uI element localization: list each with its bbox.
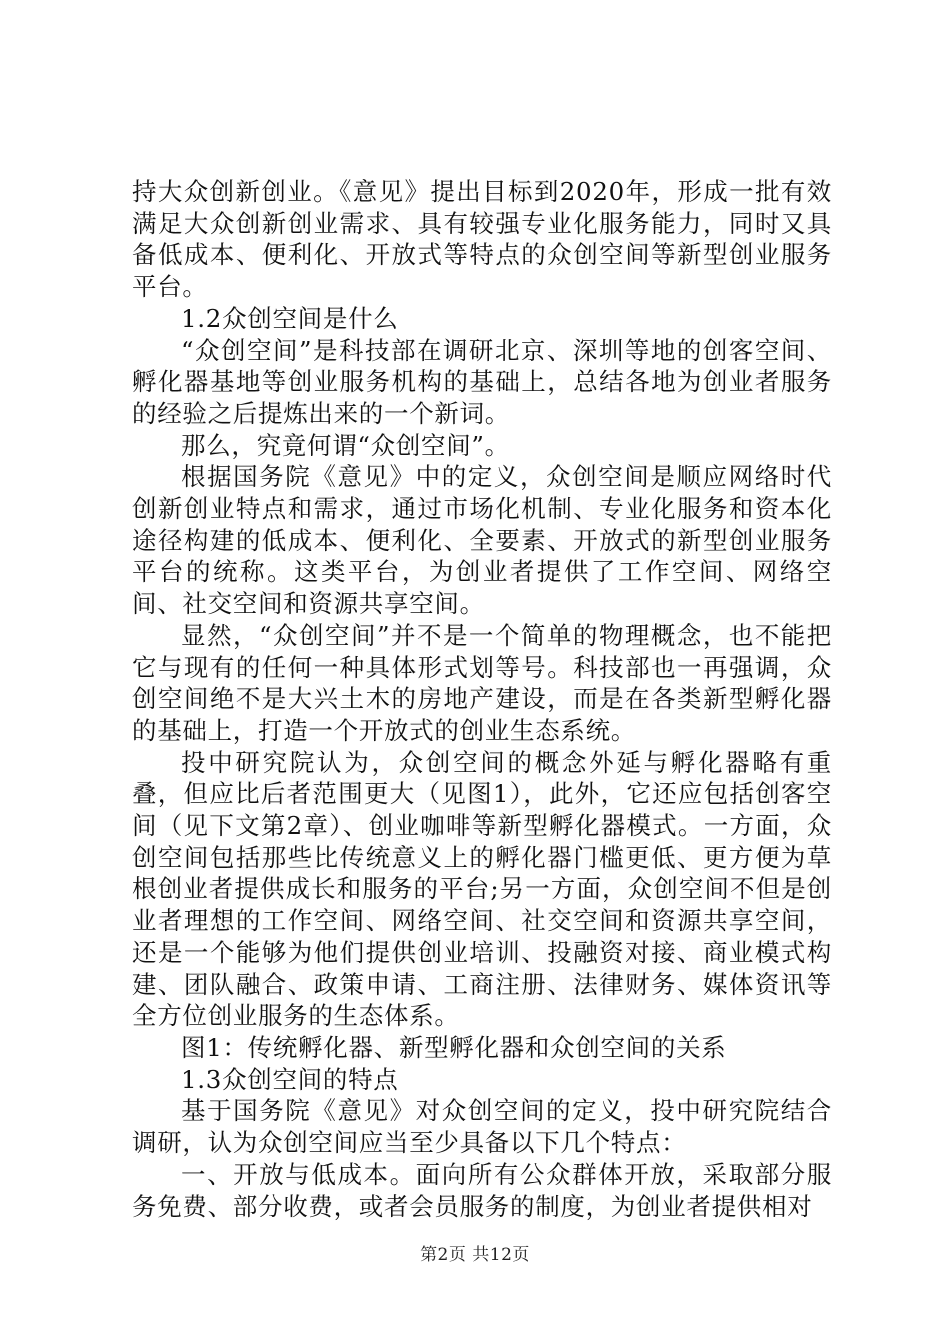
paragraph-question: 那么，究竟何谓“众创空间”。 (181, 430, 510, 460)
paragraph-definition-origin: “众创空间”是科技部在调研北京、深圳等地的创客空间、孵化器基地等创业服务机构的基础上，总结各地为创业者服务的经验之后提炼出来的一个新词。 (132, 335, 832, 428)
section-heading-1-3: 1.3众创空间的特点 (181, 1064, 399, 1094)
paragraph-continuation: 持大众创新创业。《意见》提出目标到2020年，形成一批有效满足大众创新创业需求、具有较强专业化服务能力，同时又具备低成本、便利化、开放式等特点的众创空间等新型创业服务平台。 (132, 177, 832, 302)
document-body (132, 176, 832, 1222)
paragraph-features-intro: 基于国务院《意见》对众创空间的定义，投中研究院结合调研，认为众创空间应当至少具备以下几个特点： (132, 1096, 832, 1158)
paragraph-feature-one: 一、开放与低成本。面向所有公众群体开放，采取部分服务免费、部分收费，或者会员服务的制度，为创业者提供相对 (132, 1159, 832, 1221)
paragraph-not-physical-concept: 显然，“众创空间”并不是一个简单的物理概念，也不能把它与现有的任何一种具体形式划等号。科技部也一再强调，众创空间绝不是大兴土木的房地产建设，而是在各类新型孵化器的基础上，打造一个开放式的创业生态系统。 (132, 620, 832, 745)
figure-caption: 图1：传统孵化器、新型孵化器和众创空间的关系 (181, 1032, 727, 1062)
paragraph-research-view: 投中研究院认为，众创空间的概念外延与孵化器略有重叠，但应比后者范围更大（见图1），此外，它还应包括创客空间（见下文第2章）、创业咖啡等新型孵化器模式。一方面，众创空间包括那些比传统意义上的孵化器门槛更低、更方便为草根创业者提供成长和服务的平台;另一方面，众创空间不但是创业者理想的工作空间、网络空间、社交空间和资源共享空间，还是一个能够为他们提供创业培训、投融资对接、商业模式构建、团队融合、政策申请、工商注册、法律财务、媒体资讯等全方位创业服务的生态体系。 (132, 747, 832, 1031)
page-number-footer: 第2页 共12页 (420, 1245, 530, 1265)
paragraph-official-definition: 根据国务院《意见》中的定义，众创空间是顺应网络时代创新创业特点和需求，通过市场化机制、专业化服务和资本化途径构建的低成本、便利化、全要素、开放式的新型创业服务平台的统称。这类平台，为创业者提供了工作空间、网络空间、社交空间和资源共享空间。 (132, 462, 832, 619)
section-heading-1-2: 1.2众创空间是什么 (181, 303, 399, 333)
